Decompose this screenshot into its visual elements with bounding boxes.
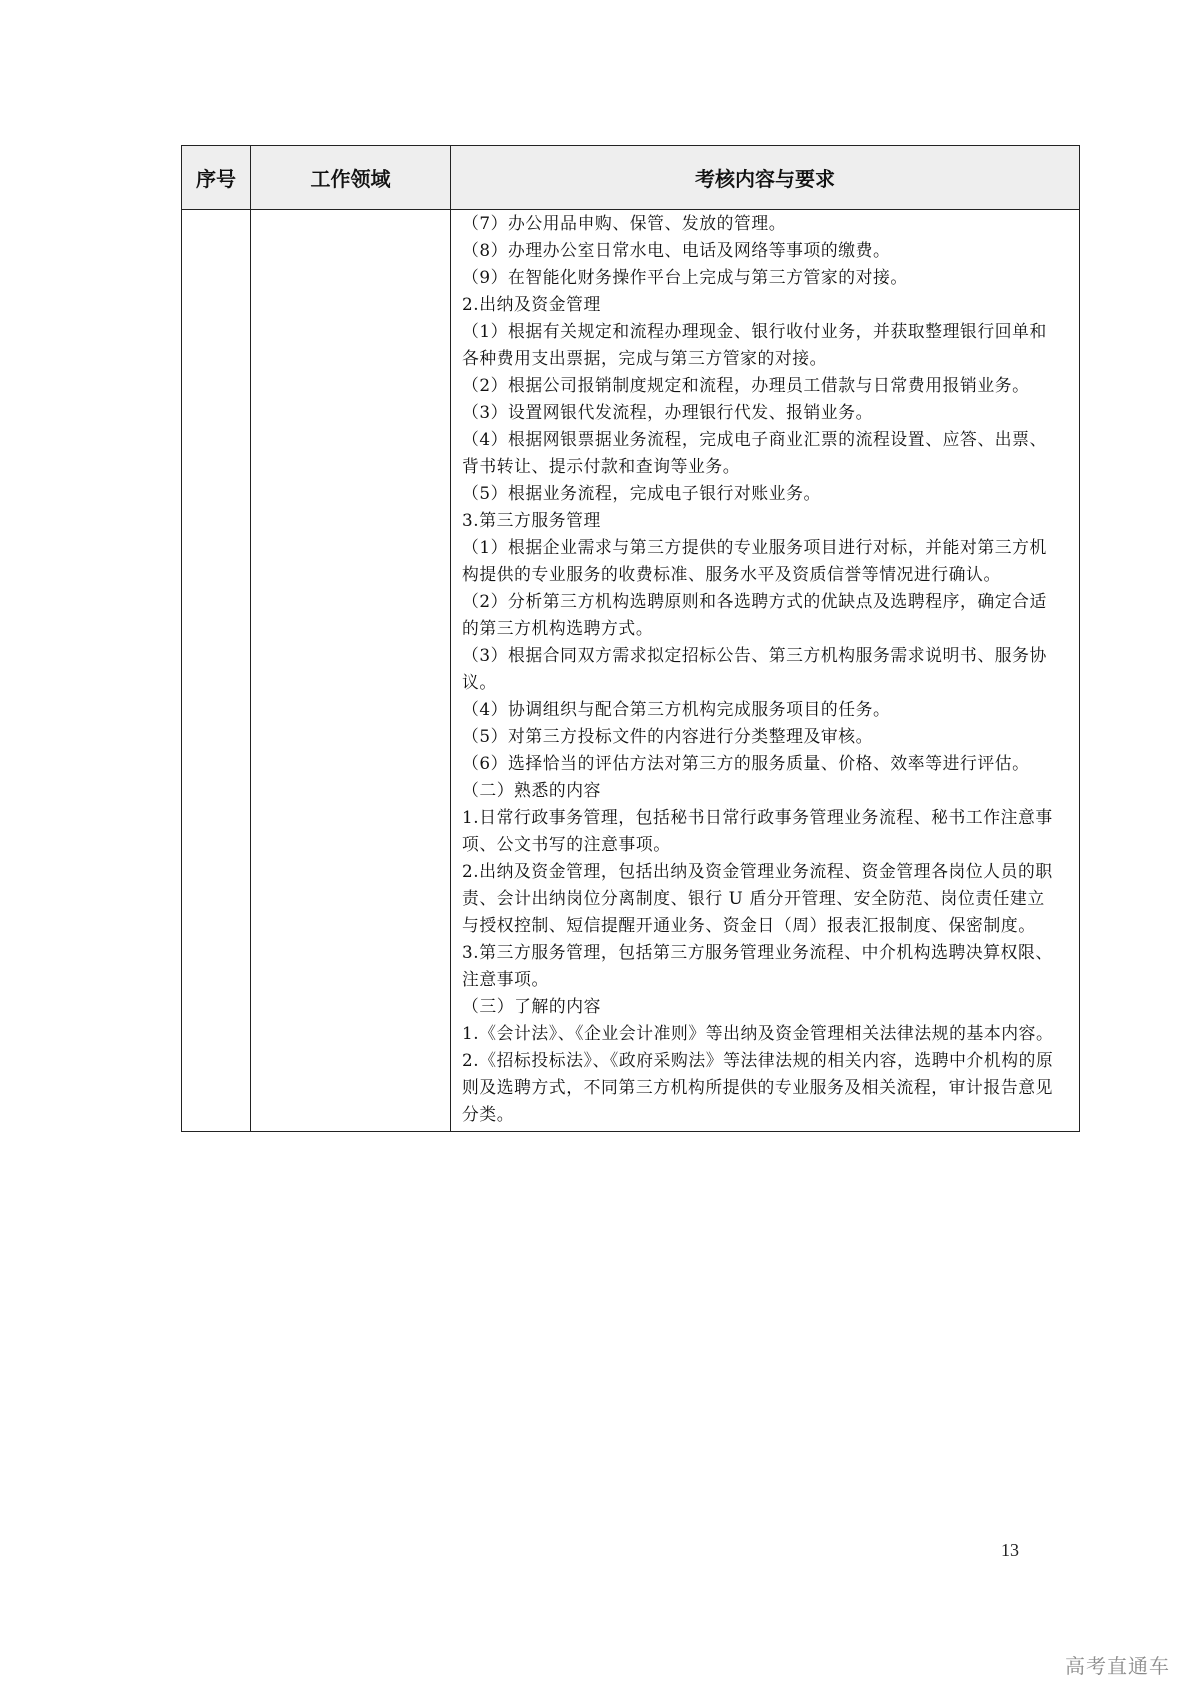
content-line: 3.第三方服务管理 [462,510,601,530]
content-line: 构提供的专业服务的收费标准、服务水平及资质信誉等情况进行确认。 [462,564,1001,584]
table-row [182,210,1080,1132]
content-line: （3）根据合同双方需求拟定招标公告、第三方机构服务需求说明书、服务协 [462,645,1047,665]
content-line: （3）设置网银代发流程，办理银行代发、报销业务。 [462,402,874,422]
content-line: 2.出纳及资金管理，包括出纳及资金管理业务流程、资金管理各岗位人员的职 [462,861,1053,881]
header-area: 工作领域 [251,146,451,210]
content-line: （9）在智能化财务操作平台上完成与第三方管家的对接。 [462,267,908,287]
content-line: （二）熟悉的内容 [462,780,602,800]
seq-cell [182,210,251,1132]
content-line: （4）根据网银票据业务流程，完成电子商业汇票的流程设置、应答、出票、 [462,429,1047,449]
content-line: 项、公文书写的注意事项。 [462,834,671,854]
content-line: （5）对第三方投标文件的内容进行分类整理及审核。 [462,726,874,746]
content-line: （1）根据企业需求与第三方提供的专业服务项目进行对标，并能对第三方机 [462,537,1047,557]
content-line: 分类。 [462,1104,515,1124]
content-line: （8）办理办公室日常水电、电话及网络等事项的缴费。 [462,240,891,260]
page-number: 13 [1001,1540,1019,1560]
content-line: 与授权控制、短信提醒开通业务、资金日（周）报表汇报制度、保密制度。 [462,915,1036,935]
content-line: （5）根据业务流程，完成电子银行对账业务。 [462,483,821,503]
area-cell [251,210,451,1132]
content-line: （1）根据有关规定和流程办理现金、银行收付业务，并获取整理银行回单和 [462,321,1047,341]
content-cell [451,210,1080,1132]
content-line: （4）协调组织与配合第三方机构完成服务项目的任务。 [462,699,891,719]
assessment-table [181,145,1080,1132]
content-line: （2）根据公司报销制度规定和流程，办理员工借款与日常费用报销业务。 [462,375,1030,395]
content-line: 的第三方机构选聘方式。 [462,618,654,638]
watermark: 高考直通车 [1065,1654,1170,1678]
content-line: 注意事项。 [462,969,549,989]
content-line: 2.出纳及资金管理 [462,294,601,314]
content-line: （7）办公用品申购、保管、发放的管理。 [462,213,787,233]
content-line: 3.第三方服务管理，包括第三方服务管理业务流程、中介机构选聘决算权限、 [462,942,1053,962]
header-seq: 序号 [182,146,251,210]
content-line: （6）选择恰当的评估方法对第三方的服务质量、价格、效率等进行评估。 [462,753,1030,773]
content-line: 则及选聘方式，不同第三方机构所提供的专业服务及相关流程，审计报告意见 [462,1077,1053,1097]
content-line: 责、会计出纳岗位分离制度、银行 U 盾分开管理、安全防范、岗位责任建立 [462,888,1045,908]
content-line: 1.日常行政事务管理，包括秘书日常行政事务管理业务流程、秘书工作注意事 [462,807,1053,827]
table-header-row [182,146,1080,210]
content-line: 2.《招标投标法》、《政府采购法》等法律法规的相关内容，选聘中介机构的原 [462,1050,1054,1070]
content-line: 背书转让、提示付款和查询等业务。 [462,456,741,476]
header-content: 考核内容与要求 [451,146,1080,210]
content-line: 1.《会计法》、《企业会计准则》等出纳及资金管理相关法律法规的基本内容。 [462,1023,1054,1043]
content-line: （三）了解的内容 [462,996,602,1016]
content-line: （2）分析第三方机构选聘原则和各选聘方式的优缺点及选聘程序，确定合适 [462,591,1047,611]
content-line: 议。 [462,672,497,692]
content-line: 各种费用支出票据，完成与第三方管家的对接。 [462,348,828,368]
